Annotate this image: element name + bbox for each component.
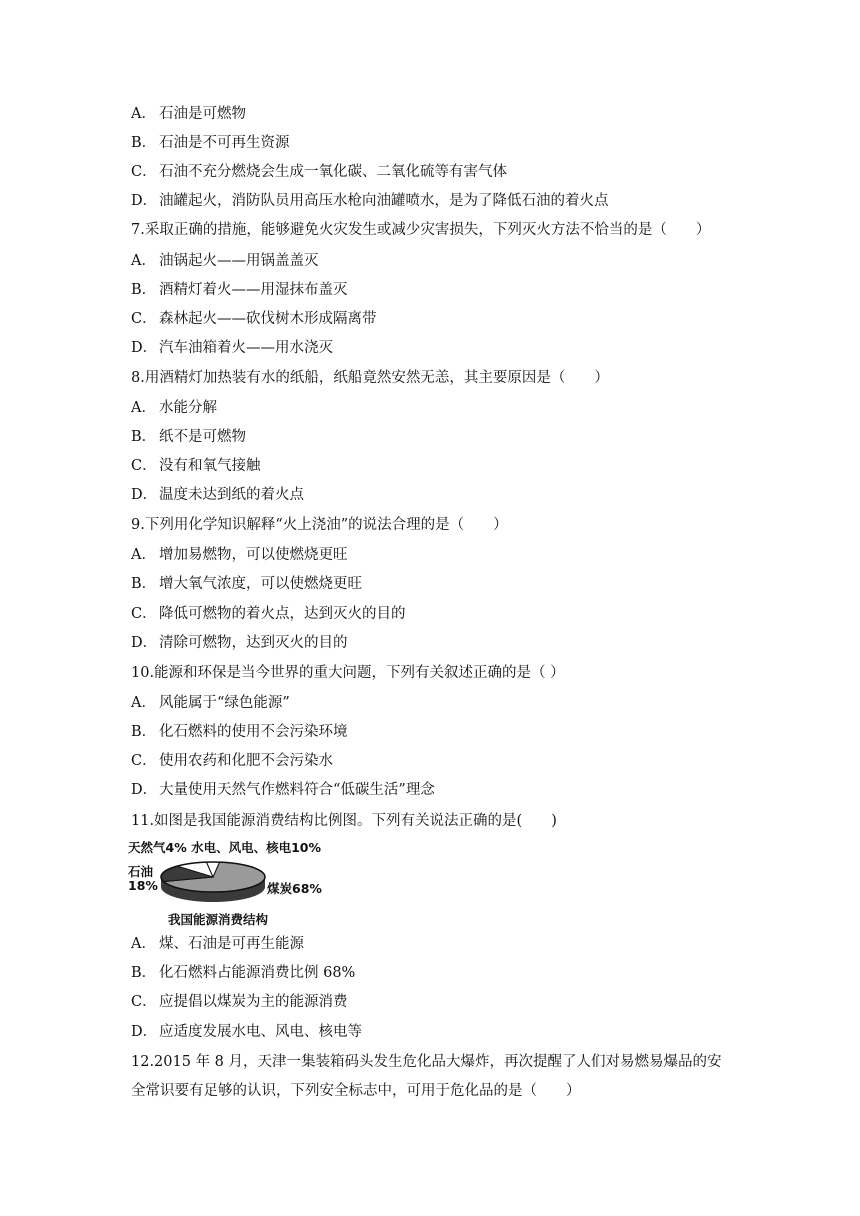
option-text: 纸不是可燃物 [159,429,246,445]
pie-label-oil-pct: 18% [128,878,158,893]
option-text: 增大氧气浓度，可以使燃烧更旺 [159,576,362,592]
option-letter: C． [131,311,157,327]
option-letter: D． [131,340,158,356]
option-text: 应提倡以煤炭为主的能源消费 [159,994,348,1010]
q7-option-c [131,309,377,329]
option-letter: A． [131,936,156,952]
q9-stem: 9.下列用化学知识解释“火上浇油”的说法合理的是（ ） [131,517,508,533]
option-text: 大量使用天然气作燃料符合“低碳生活”理念 [159,782,435,798]
option-text: 应适度发展水电、风电、核电等 [159,1024,362,1040]
q12-stem-line2: 全常识要有足够的认识，下列安全标志中，可用于危化品的是（ ） [131,1083,581,1099]
q11-option-d [131,1022,362,1042]
option-letter: A． [131,253,156,269]
q6-option-a [131,104,246,124]
option-text: 石油不充分燃烧会生成一氧化碳、二氧化硫等有害气体 [159,164,507,180]
option-letter: A． [131,547,156,563]
option-letter: B． [131,282,157,298]
option-text: 化石燃料占能源消费比例 68% [159,965,356,981]
q7-option-a [131,251,319,271]
q9-option-c [131,604,406,624]
option-text: 化石燃料的使用不会污染环境 [159,724,348,740]
option-text: 没有和氧气接触 [159,458,261,474]
q8-option-a [131,398,217,418]
q9-option-d [131,633,348,653]
q8-option-c [131,456,261,476]
option-text: 石油是可燃物 [159,106,246,122]
q10-option-d [131,780,435,800]
q10-option-b [131,722,348,742]
q8-option-b [131,427,246,447]
q7-option-d [131,338,333,358]
option-text: 降低可燃物的着火点，达到灭火的目的 [159,606,406,622]
q11-option-a [131,934,304,954]
option-text: 煤、石油是可再生能源 [159,936,304,952]
pie-caption: 我国能源消费结构 [168,912,269,927]
q8-option-d [131,485,304,505]
option-text: 水能分解 [159,400,217,416]
q9-option-b [131,574,362,594]
pie-label-top: 天然气4% 水电、风电、核电10% [128,840,321,855]
q6-option-c [131,162,507,182]
q11-option-c [131,992,348,1012]
option-letter: D． [131,635,158,651]
q7-option-b [131,280,348,300]
option-letter: B． [131,724,157,740]
option-letter: D． [131,782,158,798]
option-letter: B． [131,965,157,981]
energy-pie-figure [128,838,348,928]
q10-option-a [131,693,290,713]
option-text: 油罐起火，消防队员用高压水枪向油罐喷水，是为了降低石油的着火点 [159,193,609,209]
option-letter: D． [131,193,158,209]
option-letter: C． [131,994,157,1010]
q7-stem: 7.采取正确的措施，能够避免火灾发生或减少灾害损失，下列灭火方法不恰当的是（ ） [131,222,711,238]
q6-option-d [131,191,609,211]
option-text: 增加易燃物，可以使燃烧更旺 [159,547,348,563]
option-letter: A． [131,400,156,416]
q9-option-a [131,545,348,565]
option-letter: B． [131,429,157,445]
option-text: 使用农药和化肥不会污染水 [159,753,333,769]
option-letter: B． [131,135,157,151]
option-letter: B． [131,576,157,592]
q10-option-c [131,751,333,771]
option-text: 酒精灯着火——用湿抹布盖灭 [159,282,348,298]
q11-option-b [131,963,355,983]
option-letter: A． [131,695,156,711]
option-letter: C． [131,458,157,474]
option-letter: D． [131,487,158,503]
q11-stem: 11.如图是我国能源消费结构比例图。下列有关说法正确的是( ) [131,813,557,829]
option-letter: C． [131,753,157,769]
pie-chart-svg [158,858,270,906]
option-text: 汽车油箱着火——用水浇灭 [159,340,333,356]
option-text: 温度未达到纸的着火点 [159,487,304,503]
q8-stem: 8.用酒精灯加热装有水的纸船，纸船竟然安然无恙，其主要原因是（ ） [131,370,609,386]
option-letter: C． [131,164,157,180]
option-letter: C． [131,606,157,622]
option-letter: A． [131,106,156,122]
option-text: 石油是不可再生资源 [159,135,290,151]
q6-option-b [131,133,290,153]
pie-label-coal: 煤炭68% [267,881,322,896]
option-text: 油锅起火——用锅盖盖灭 [159,253,319,269]
option-text: 清除可燃物，达到灭火的目的 [159,635,348,651]
pie-label-oil: 石油 [128,864,154,879]
option-text: 风能属于“绿色能源” [159,695,290,711]
q10-stem: 10.能源和环保是当今世界的重大问题，下列有关叙述正确的是（ ） [131,665,565,681]
option-text: 森林起火——砍伐树木形成隔离带 [159,311,377,327]
option-letter: D． [131,1024,158,1040]
q12-stem-line1: 12.2015 年 8 月，天津一集装箱码头发生危化品大爆炸，再次提醒了人们对易燃易爆品的安 [131,1054,722,1070]
